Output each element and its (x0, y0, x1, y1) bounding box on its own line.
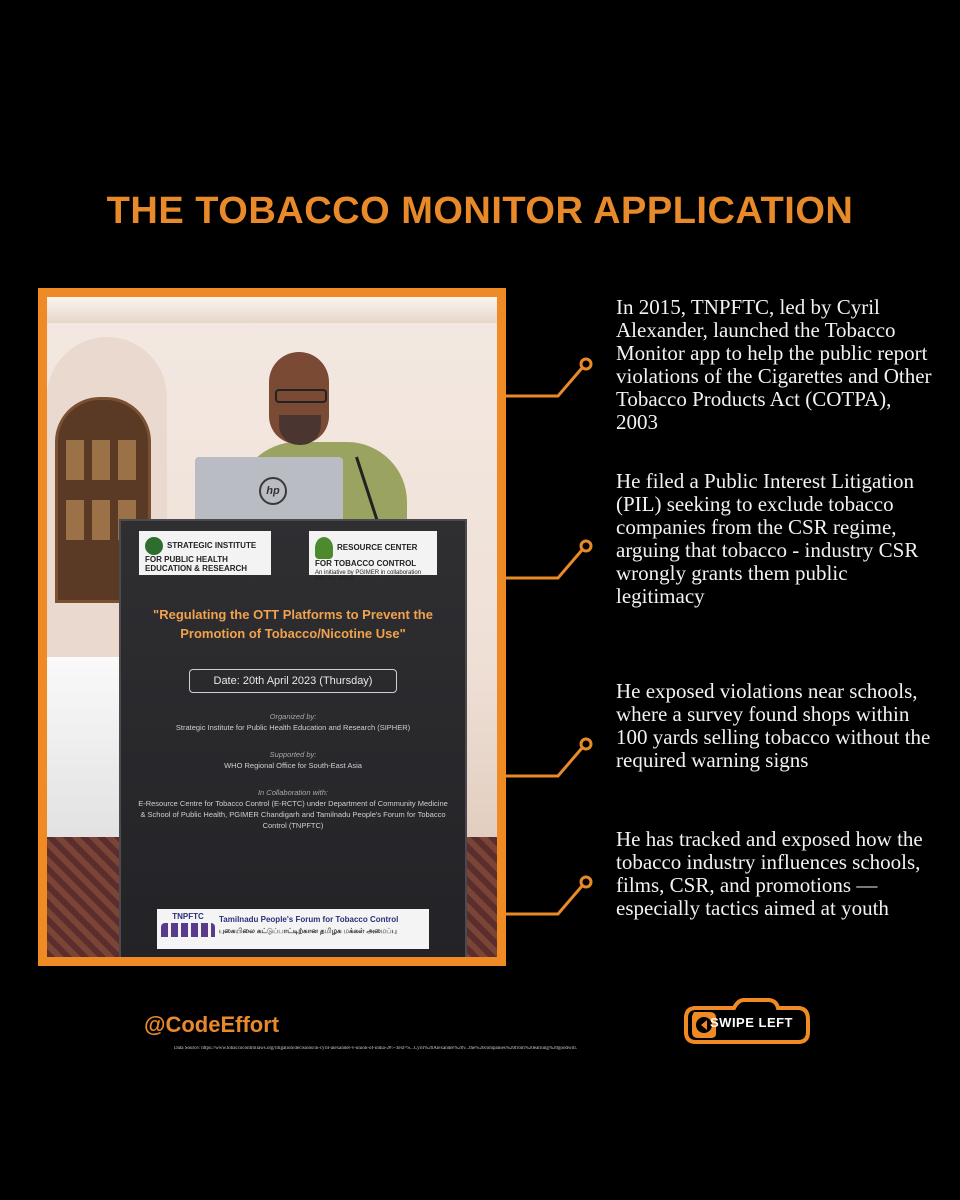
sipher-logo (139, 531, 271, 575)
point-3: He exposed violations near schools, where a survey found shops within 100 yards selling tobacco without the required warning signs (616, 679, 931, 772)
tnpftc-mark-text: TNPFTC (172, 912, 204, 921)
sipher-emblem-icon (145, 537, 163, 555)
rctc-logo-text: RESOURCE CENTER FOR TOBACCO CONTROL (315, 543, 418, 568)
tnpftc-banner-sub: புகையிலை கட்டுப்பாட்டிற்கான தமிழக மக்கள் அமைப்பு (219, 928, 397, 935)
collab-text: E-Resource Centre for Tobacco Control (E-RCTC) under Department of Community Medicine & School of Public Health, PGIMER Chandigarh and Tamilnadu People's Forum for Tobacco Control (TNPFTC) (138, 799, 448, 830)
data-source: Data Source: https://www.tobaccocontrollaws.org/litigation/decisions/in-cyril-alexander-v-union-of-india-2#:~:text=S...Cyril%20Alexander%20v...the%20companies%20from%20earning%20goodwill. (174, 1046, 578, 1051)
collab-label: In Collaboration with: (257, 788, 329, 797)
laptop-logo: hp (259, 477, 287, 505)
point-4: He has tracked and exposed how the tobacco industry influences schools, films, CSR, and promotions — especially tactics aimed at youth (616, 827, 923, 920)
swipe-left-label: SWIPE LEFT (710, 1015, 793, 1030)
social-handle[interactable]: @CodeEffort (144, 1012, 280, 1037)
poster-headline: "Regulating the OTT Platforms to Prevent the Promotion of Tobacco/Nicotine Use" (153, 607, 433, 641)
connector-4 (506, 866, 606, 926)
event-photo (38, 288, 506, 966)
speaker-glasses (275, 389, 327, 403)
podium-poster (119, 519, 467, 957)
photo-scene (47, 297, 497, 957)
point-1: In 2015, TNPFTC, led by Cyril Alexander, launched the Tobacco Monitor app to help the public report violations of the Cigarettes and Other Tobacco Products Act (COTPA), 2003 (616, 295, 932, 434)
tnpftc-banner-title: Tamilnadu People's Forum for Tobacco Control (219, 915, 399, 924)
page-title: THE TOBACCO MONITOR APPLICATION (106, 190, 854, 232)
organized-by: Strategic Institute for Public Health Education and Research (SIPHER) (175, 723, 411, 732)
connector-3 (506, 730, 606, 790)
poster-logos (139, 531, 447, 582)
people-icon (161, 923, 215, 937)
tnpftc-mark (161, 912, 215, 946)
rctc-logo (309, 531, 437, 582)
photo-ceiling (47, 297, 497, 323)
point-2: He filed a Public Interest Litigation (PIL) seeking to exclude tobacco companies from the CSR regime, arguing that tobacco - industry CSR wrongly grants them public legitimacy (616, 469, 919, 608)
poster-organized (135, 711, 451, 733)
organized-label: Organized by: (269, 712, 317, 721)
tnpftc-banner (157, 909, 429, 949)
poster-date: Date: 20th April 2023 (Thursday) (189, 669, 397, 693)
poster-supported (135, 749, 451, 771)
connector-2 (506, 530, 606, 590)
supported-label: Supported by: (269, 750, 317, 759)
supported-by: WHO Regional Office for South-East Asia (224, 761, 362, 770)
poster-collaboration (135, 787, 451, 831)
connector-1 (506, 350, 606, 410)
sipher-logo-text: STRATEGIC INSTITUTE FOR PUBLIC HEALTH EDUCATION & RESEARCH (145, 541, 257, 573)
tree-icon (315, 537, 333, 559)
rctc-logo-subtext: An initiative by PGIMER in collaboration with the Union (315, 570, 422, 582)
